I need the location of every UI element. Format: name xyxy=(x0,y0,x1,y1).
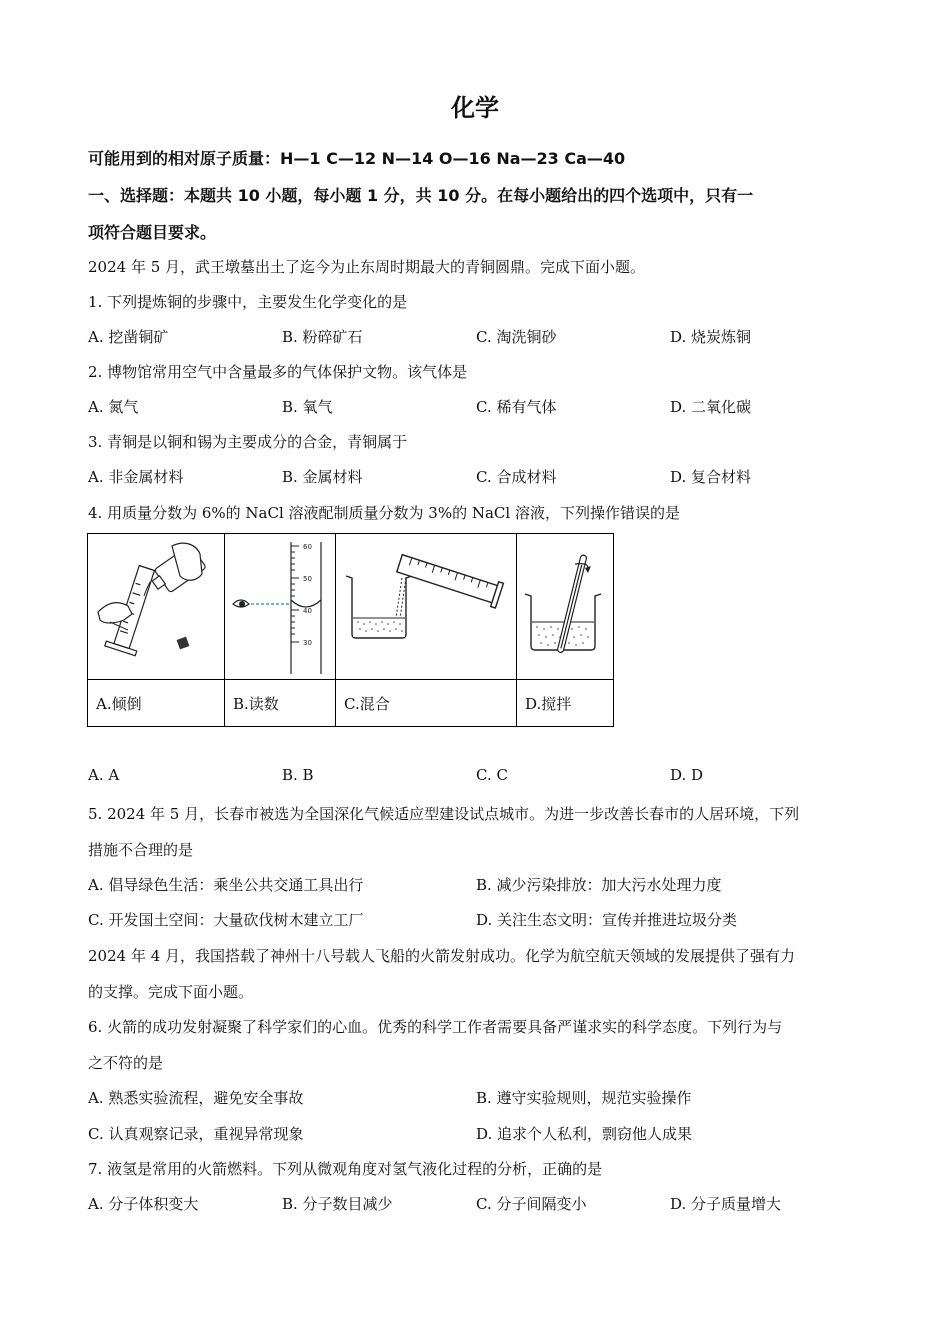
q4-option-a: A. A xyxy=(88,766,120,784)
q4-option-b: B. B xyxy=(282,766,314,784)
q3-option-b: B. 金属材料 xyxy=(282,468,363,486)
q4-option-c: C. C xyxy=(476,766,508,784)
page-title: 化学 xyxy=(451,94,499,122)
figure-label-d: D.搅拌 xyxy=(517,680,614,727)
q2-option-b: B. 氧气 xyxy=(282,398,333,416)
q1-stem: 1. 下列提炼铜的步骤中，主要发生化学变化的是 xyxy=(88,293,408,311)
cylinder-tick-label: 50 xyxy=(303,575,312,583)
q2-stem: 2. 博物馆常用空气中含量最多的气体保护文物。该气体是 xyxy=(88,363,468,381)
figure-label-c: C.混合 xyxy=(336,680,517,727)
cylinder-tick-label: 40 xyxy=(303,607,312,615)
q2-option-c: C. 稀有气体 xyxy=(476,398,557,416)
reading-illustration xyxy=(225,534,335,679)
q1-option-b: B. 粉碎矿石 xyxy=(282,328,363,346)
q4-option-d: D. D xyxy=(670,766,704,784)
section-heading-line1: 一、选择题：本题共 10 小题，每小题 1 分，共 10 分。在每小题给出的四个选项中，只有一 xyxy=(88,186,754,205)
q7-stem: 7. 液氢是常用的火箭燃料。下列从微观角度对氢气液化过程的分析，正确的是 xyxy=(88,1160,603,1178)
q6-option-d: D. 追求个人私利，剽窃他人成果 xyxy=(476,1125,693,1143)
q1-option-a: A. 挖凿铜矿 xyxy=(88,328,169,346)
figure-reading xyxy=(225,534,336,680)
q3-option-c: C. 合成材料 xyxy=(476,468,557,486)
figure-label-b: B.读数 xyxy=(225,680,336,727)
q7-option-a: A. 分子体积变大 xyxy=(88,1195,199,1213)
intro-paragraph-2-line2: 的支撑。完成下面小题。 xyxy=(88,983,254,1001)
intro-paragraph-2-line1: 2024 年 4 月，我国搭载了神州十八号载人飞船的火箭发射成功。化学为航空航天领域的发展提供了强有力 xyxy=(88,947,796,965)
q5-option-b: B. 减少污染排放：加大污水处理力度 xyxy=(476,876,722,894)
q2-option-a: A. 氮气 xyxy=(88,398,139,416)
q5-stem-line2: 措施不合理的是 xyxy=(88,841,194,859)
q4-stem: 4. 用质量分数为 6%的 NaCl 溶液配制质量分数为 3%的 NaCl 溶液，下列操作错误的是 xyxy=(88,504,680,522)
stirring-illustration xyxy=(517,534,613,679)
section-heading-line2: 项符合题目要求。 xyxy=(88,223,217,242)
figure-label-a: A.倾倒 xyxy=(88,680,225,727)
q3-option-a: A. 非金属材料 xyxy=(88,468,184,486)
figure-mixing xyxy=(336,534,517,680)
q5-option-a: A. 倡导绿色生活：乘坐公共交通工具出行 xyxy=(88,876,364,894)
figure-pouring xyxy=(88,534,225,680)
q5-stem-line1: 5. 2024 年 5 月，长春市被选为全国深化气候适应型建设试点城市。为进一步改善长春市的人居环境，下列 xyxy=(88,805,800,823)
q1-option-c: C. 淘洗铜砂 xyxy=(476,328,557,346)
cylinder-tick-label: 60 xyxy=(303,543,312,551)
q6-option-c: C. 认真观察记录，重视异常现象 xyxy=(88,1125,304,1143)
intro-paragraph-1: 2024 年 5 月，武王墩墓出土了迄今为止东周时期最大的青铜圆鼎。完成下面小题。 xyxy=(88,258,646,276)
q6-stem-line1: 6. 火箭的成功发射凝聚了科学家们的心血。优秀的科学工作者需要具备严谨求实的科学态度。下列行为与 xyxy=(88,1018,783,1036)
q5-option-d: D. 关注生态文明：宣传并推进垃圾分类 xyxy=(476,911,738,929)
cylinder-tick-label: 30 xyxy=(303,639,312,647)
pouring-illustration xyxy=(88,534,224,679)
q1-option-d: D. 烧炭炼铜 xyxy=(670,328,752,346)
q3-option-d: D. 复合材料 xyxy=(670,468,752,486)
mixing-illustration xyxy=(336,534,516,679)
q2-option-d: D. 二氧化碳 xyxy=(670,398,752,416)
q5-option-c: C. 开发国土空间：大量砍伐树木建立工厂 xyxy=(88,911,364,929)
q7-option-d: D. 分子质量增大 xyxy=(670,1195,782,1213)
q6-option-a: A. 熟悉实验流程，避免安全事故 xyxy=(88,1089,304,1107)
q7-option-c: C. 分子间隔变小 xyxy=(476,1195,587,1213)
atomic-mass-line: 可能用到的相对原子质量：H—1 C—12 N—14 O—16 Na—23 Ca—40 xyxy=(88,149,626,168)
q6-option-b: B. 遵守实验规则，规范实验操作 xyxy=(476,1089,692,1107)
figure-stirring xyxy=(517,534,614,680)
q4-figure-table xyxy=(87,533,614,727)
q7-option-b: B. 分子数目减少 xyxy=(282,1195,393,1213)
q3-stem: 3. 青铜是以铜和锡为主要成分的合金，青铜属于 xyxy=(88,433,408,451)
q6-stem-line2: 之不符的是 xyxy=(88,1054,164,1072)
